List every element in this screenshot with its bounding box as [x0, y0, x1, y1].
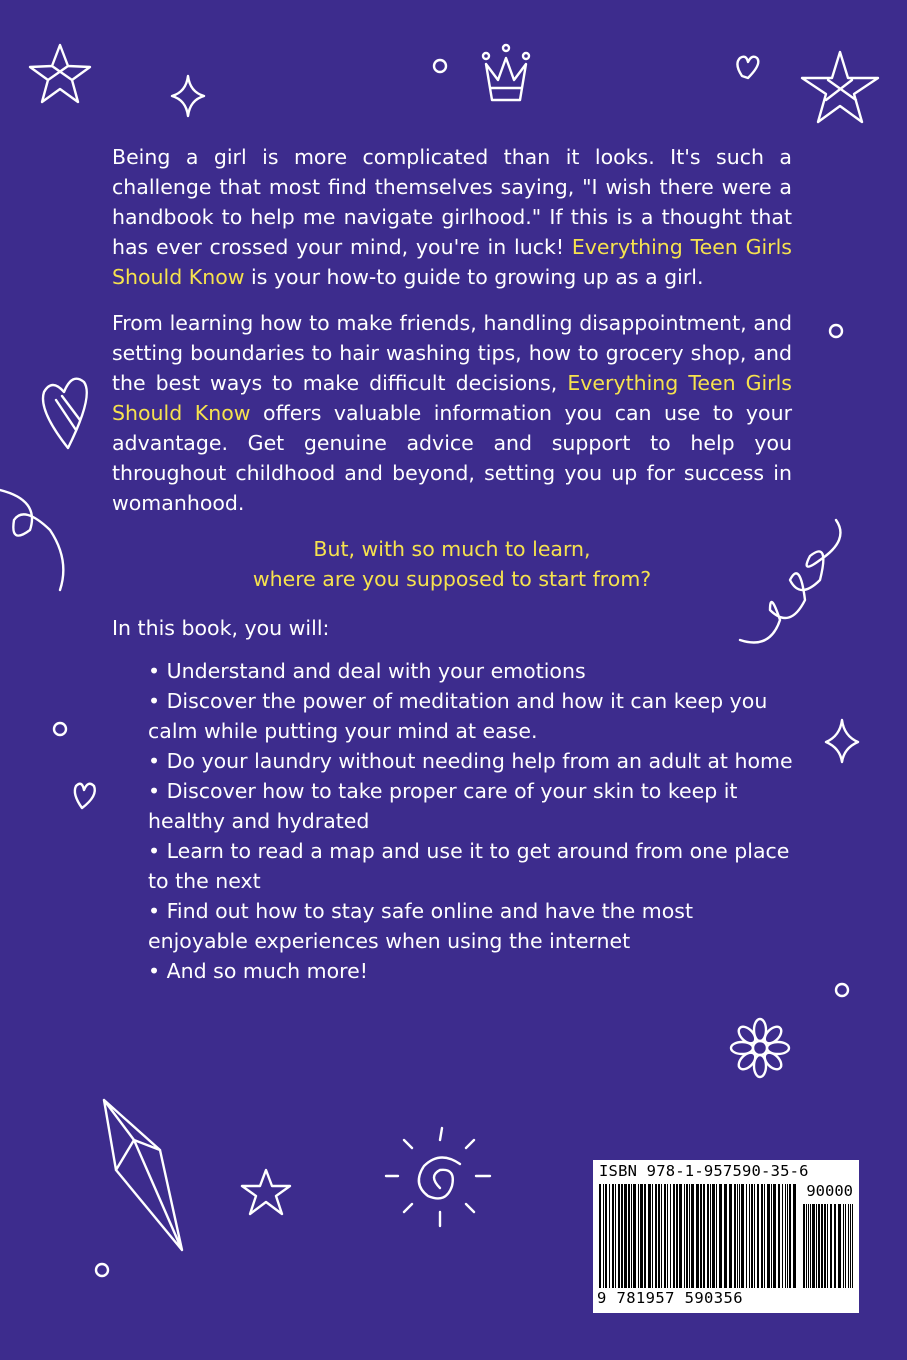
description-paragraph-1 [112, 142, 792, 292]
description-paragraph-2 [112, 308, 792, 518]
list-item: • Discover how to take proper care of your skin to keep it healthy and hydrated [148, 779, 738, 833]
heart-icon [75, 784, 95, 808]
flower-icon [731, 1019, 789, 1077]
list-item: • Understand and deal with your emotions [148, 659, 586, 683]
list-item: • And so much more! [148, 959, 368, 983]
circle-icon [434, 60, 446, 72]
isbn-number: ISBN 978-1-957590-35-6 [599, 1162, 809, 1180]
crown-icon [486, 58, 526, 100]
book-title-highlight: Everything Teen Girls Should Know [112, 235, 792, 289]
list-item: • Do your laundry without needing help from an adult at home [148, 749, 793, 773]
crown-jewel-icon [483, 53, 489, 59]
sparkle-icon [172, 76, 204, 116]
barcode-digits: 9 781957 590356 [597, 1289, 743, 1307]
list-item: • Discover the power of meditation and how it can keep you calm while putting your mind at ease. [148, 689, 768, 743]
heart-icon [43, 379, 87, 448]
paragraph-text: Being a girl is more complicated than it looks. It's such a challenge that most find themselves saying, "I wish there were a handbook to help me navigate girlhood." If this is a thought that has ever crossed your mind, you're in luck! [112, 145, 792, 259]
isbn-barcode [593, 1160, 859, 1313]
paragraph-text: is your how-to guide to growing up as a girl. [244, 265, 704, 289]
list-item: • Find out how to stay safe online and have the most enjoyable experiences when using the internet [148, 899, 693, 953]
star-icon [30, 45, 90, 102]
circle-icon [54, 723, 66, 735]
star-icon [242, 1170, 290, 1214]
circle-icon [836, 984, 848, 996]
circle-icon [96, 1264, 108, 1276]
feature-list [148, 656, 798, 986]
book-title-highlight: Everything Teen Girls Should Know [112, 371, 792, 425]
crystal-icon [104, 1100, 182, 1250]
question-line: where are you supposed to start from? [252, 567, 652, 591]
star-icon [802, 52, 878, 122]
question-line: But, with so much to learn, [313, 537, 591, 561]
price-addon: 90000 [806, 1182, 853, 1200]
sparkle-icon [826, 720, 858, 762]
paragraph-text: From learning how to make friends, handling disappointment, and setting boundaries to hair washing tips, how to grocery shop, and the best ways to make difficult decisions, [112, 311, 792, 395]
barcode-bars [599, 1184, 855, 1288]
question-callout [112, 534, 792, 594]
list-item: • Learn to read a map and use it to get around from one place to the next [148, 839, 790, 893]
crown-jewel-icon [523, 53, 529, 59]
sun-icon [386, 1128, 490, 1226]
circle-icon [830, 325, 842, 337]
list-intro: In this book, you will: [112, 616, 330, 640]
paragraph-text: offers valuable information you can use to your advantage. Get genuine advice and support to help you throughout childhood and beyond, setting you up for success in womanhood. [112, 401, 792, 515]
crown-jewel-icon [503, 45, 509, 51]
heart-icon [737, 57, 758, 78]
squiggle-icon [0, 490, 63, 590]
